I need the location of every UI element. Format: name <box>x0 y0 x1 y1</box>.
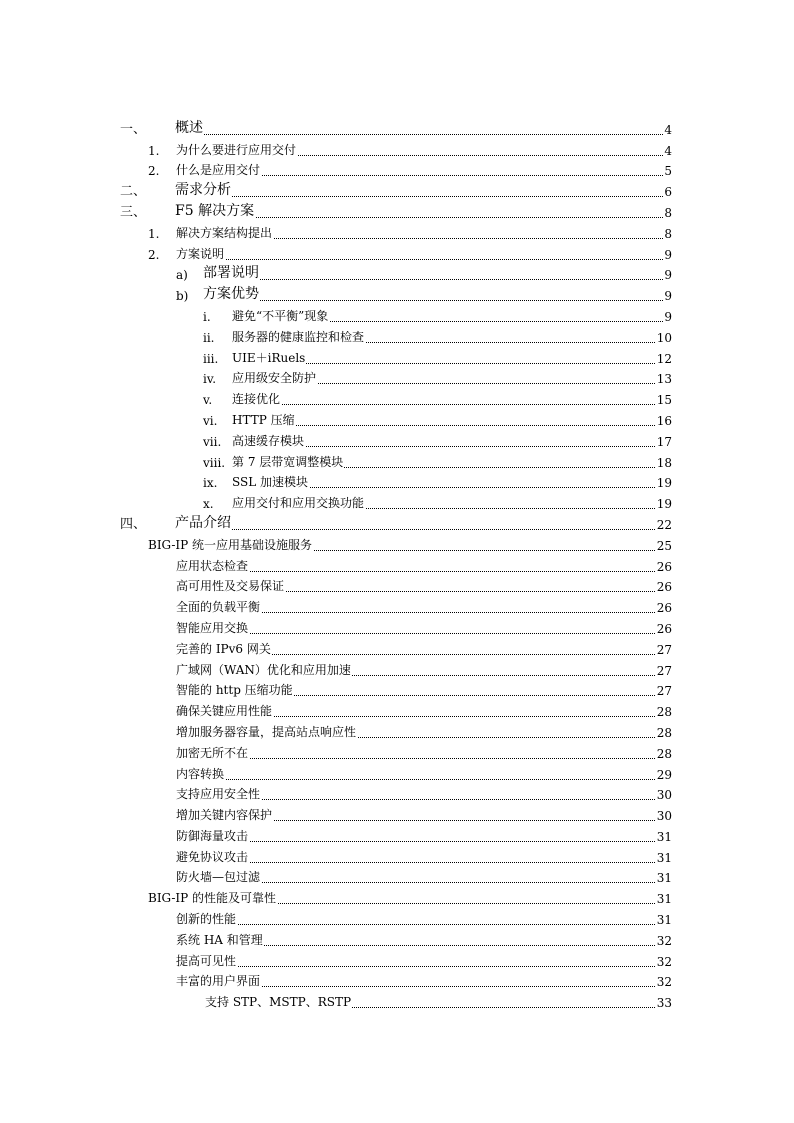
toc-entry-title: UIE＋iRuels <box>232 350 306 365</box>
toc-entry-title: BIG-IP 的性能及可靠性 <box>148 891 277 906</box>
toc-entry-page-number: 8 <box>664 205 672 220</box>
toc-entry-title: 高可用性及交易保证 <box>176 579 285 594</box>
toc-entry-title: 应用级安全防护 <box>232 371 317 386</box>
toc-entry-page-number: 31 <box>656 850 672 865</box>
toc-entry-title: 部署说明 <box>203 262 260 282</box>
toc-entry-number: ix. <box>203 476 218 491</box>
toc-entry-page-number: 33 <box>656 996 672 1011</box>
toc-entry-number: 一、 <box>120 121 147 137</box>
toc-entry-page-number: 4 <box>664 143 672 158</box>
toc-entry[interactable] <box>0 368 794 389</box>
toc-entry[interactable] <box>0 784 794 805</box>
toc-entry-title: BIG-IP 统一应用基础设施服务 <box>148 537 313 552</box>
dot-leader <box>176 862 671 863</box>
toc-entry-title: 什么是应用交付 <box>176 163 261 178</box>
toc-entry-number: iii. <box>203 351 219 366</box>
toc-entry[interactable] <box>0 638 794 659</box>
toc-entry-title: 概述 <box>175 117 204 137</box>
toc-entry-number: a) <box>176 268 188 283</box>
toc-entry-page-number: 5 <box>664 164 672 179</box>
toc-entry-number: iv. <box>203 372 217 387</box>
toc-entry[interactable] <box>0 887 794 908</box>
toc-entry-page-number: 29 <box>656 767 672 782</box>
table-of-contents <box>0 118 794 1012</box>
dot-leader <box>175 134 671 135</box>
toc-entry-title: 内容转换 <box>176 766 225 781</box>
toc-entry-number: 四、 <box>120 516 147 532</box>
toc-entry-page-number: 32 <box>656 954 672 969</box>
toc-entry[interactable] <box>0 492 794 513</box>
toc-entry[interactable] <box>0 659 794 680</box>
toc-entry-title: 应用交付和应用交换功能 <box>232 496 365 511</box>
dot-leader <box>176 924 671 925</box>
toc-entry-number: b) <box>176 289 189 304</box>
toc-entry-title: 增加服务器容量，提高站点响应性 <box>176 724 357 739</box>
toc-entry-page-number: 28 <box>656 725 672 740</box>
toc-entry-title: 广域网（WAN）优化和应用加速 <box>176 662 351 677</box>
toc-entry-title: 连接优化 <box>232 392 281 407</box>
dot-leader <box>176 758 671 759</box>
toc-entry-page-number: 26 <box>656 601 672 616</box>
toc-entry-title: 系统 HA 和管理 <box>176 932 263 947</box>
toc-entry-page-number: 27 <box>656 663 672 678</box>
toc-entry-title: 避免“不平衡”现象 <box>232 308 329 323</box>
dot-leader <box>176 966 671 967</box>
toc-entry[interactable] <box>0 950 794 971</box>
toc-entry-title: 为什么要进行应用交付 <box>176 142 297 157</box>
toc-entry[interactable] <box>0 388 794 409</box>
toc-entry-page-number: 12 <box>656 351 672 366</box>
toc-entry[interactable] <box>0 846 794 867</box>
toc-entry-title: 完善的 IPv6 网关 <box>176 641 271 656</box>
toc-entry-title: 方案优势 <box>203 283 260 303</box>
toc-entry[interactable] <box>0 804 794 825</box>
dot-leader <box>176 841 671 842</box>
toc-entry[interactable] <box>0 160 794 181</box>
toc-entry-title: 支持应用安全性 <box>176 787 261 802</box>
toc-entry[interactable] <box>0 451 794 472</box>
toc-entry-page-number: 26 <box>656 559 672 574</box>
toc-entry[interactable] <box>0 409 794 430</box>
toc-entry-number: ii. <box>203 330 215 345</box>
toc-entry-number: viii. <box>203 455 226 470</box>
toc-entry[interactable] <box>0 929 794 950</box>
toc-entry[interactable] <box>0 680 794 701</box>
toc-entry[interactable] <box>0 825 794 846</box>
toc-entry-title: 加密无所不在 <box>176 745 249 760</box>
dot-leader <box>176 571 671 572</box>
toc-entry-page-number: 31 <box>656 913 672 928</box>
toc-entry[interactable] <box>0 264 794 285</box>
toc-entry-page-number: 22 <box>656 517 672 532</box>
toc-entry[interactable] <box>0 617 794 638</box>
toc-entry[interactable] <box>0 763 794 784</box>
toc-entry-title: 需求分析 <box>175 179 232 199</box>
toc-entry[interactable] <box>0 347 794 368</box>
toc-entry[interactable] <box>0 555 794 576</box>
toc-entry-page-number: 32 <box>656 933 672 948</box>
toc-entry-page-number: 9 <box>664 309 672 324</box>
toc-entry-page-number: 31 <box>656 829 672 844</box>
toc-entry[interactable] <box>0 180 794 201</box>
toc-entry-page-number: 26 <box>656 580 672 595</box>
toc-entry[interactable] <box>0 305 794 326</box>
toc-entry[interactable] <box>0 991 794 1012</box>
toc-entry[interactable] <box>0 742 794 763</box>
toc-entry-title: 方案说明 <box>176 246 225 261</box>
toc-entry-page-number: 9 <box>664 289 672 304</box>
toc-entry[interactable] <box>0 513 794 534</box>
toc-entry-title: 第 7 层带宽调整模块 <box>232 454 344 469</box>
toc-entry-page-number: 26 <box>656 621 672 636</box>
toc-entry-number: vii. <box>203 434 222 449</box>
dot-leader <box>232 425 671 426</box>
toc-entry-title: SSL 加速模块 <box>232 475 309 490</box>
dot-leader <box>203 279 671 280</box>
toc-entry-page-number: 8 <box>664 226 672 241</box>
toc-entry-title: 防御海量攻击 <box>176 828 249 843</box>
toc-entry[interactable] <box>0 867 794 888</box>
toc-entry[interactable] <box>0 721 794 742</box>
toc-entry-page-number: 28 <box>656 746 672 761</box>
toc-entry-page-number: 6 <box>664 185 672 200</box>
toc-entry-page-number: 19 <box>656 497 672 512</box>
toc-entry-page-number: 17 <box>656 434 672 449</box>
toc-entry-page-number: 30 <box>656 809 672 824</box>
toc-entry-page-number: 27 <box>656 684 672 699</box>
toc-entry-number: v. <box>203 393 213 408</box>
toc-entry-page-number: 19 <box>656 476 672 491</box>
toc-entry-title: 避免协议攻击 <box>176 849 249 864</box>
toc-entry-number: i. <box>203 309 211 324</box>
toc-entry-title: 丰富的用户界面 <box>176 974 261 989</box>
toc-entry-title: 智能应用交换 <box>176 620 249 635</box>
dot-leader <box>232 404 671 405</box>
toc-entry-number: 2. <box>148 164 160 179</box>
toc-entry-title: 产品介绍 <box>175 512 232 532</box>
toc-entry-page-number: 31 <box>656 892 672 907</box>
toc-entry-title: 提高可见性 <box>176 953 237 968</box>
dot-leader <box>175 529 671 530</box>
toc-entry-page-number: 25 <box>656 538 672 553</box>
toc-entry-title: 全面的负载平衡 <box>176 600 261 615</box>
toc-entry-number: 2. <box>148 247 160 262</box>
toc-entry[interactable] <box>0 430 794 451</box>
toc-entry[interactable] <box>0 243 794 264</box>
toc-entry[interactable] <box>0 596 794 617</box>
toc-entry-page-number: 10 <box>656 330 672 345</box>
toc-entry-title: 服务器的健康监控和检查 <box>232 329 365 344</box>
toc-entry-page-number: 31 <box>656 871 672 886</box>
toc-entry-page-number: 15 <box>656 393 672 408</box>
toc-entry-title: HTTP 压缩 <box>232 412 295 427</box>
toc-entry-page-number: 4 <box>664 122 672 137</box>
toc-entry-page-number: 9 <box>664 247 672 262</box>
toc-entry-title: 创新的性能 <box>176 912 237 927</box>
toc-entry-number: 1. <box>148 226 160 241</box>
toc-entry-title: 确保关键应用性能 <box>176 704 273 719</box>
toc-entry-page-number: 32 <box>656 975 672 990</box>
toc-entry-number: vi. <box>203 413 218 428</box>
toc-entry-number: x. <box>203 497 214 512</box>
toc-entry-title: F5 解决方案 <box>175 200 255 220</box>
toc-entry-number: 二、 <box>120 184 147 200</box>
toc-entry-title: 增加关键内容保护 <box>176 808 273 823</box>
toc-entry[interactable] <box>0 534 794 555</box>
toc-entry-title: 支持 STP、MSTP、RSTP <box>205 995 352 1010</box>
toc-entry[interactable] <box>0 576 794 597</box>
toc-entry-title: 解决方案结构提出 <box>176 225 273 240</box>
dot-leader <box>175 196 671 197</box>
toc-entry-page-number: 18 <box>656 455 672 470</box>
toc-entry-page-number: 9 <box>664 268 672 283</box>
toc-entry[interactable] <box>0 971 794 992</box>
toc-entry-number: 三、 <box>120 204 147 220</box>
toc-entry-page-number: 27 <box>656 642 672 657</box>
toc-entry[interactable] <box>0 139 794 160</box>
toc-entry-title: 应用状态检查 <box>176 558 249 573</box>
toc-entry-page-number: 28 <box>656 705 672 720</box>
toc-entry-page-number: 30 <box>656 788 672 803</box>
toc-entry-page-number: 16 <box>656 413 672 428</box>
dot-leader <box>176 259 671 260</box>
toc-entry[interactable] <box>0 472 794 493</box>
toc-entry-number: 1. <box>148 143 160 158</box>
toc-entry[interactable] <box>0 222 794 243</box>
dot-leader <box>176 633 671 634</box>
toc-entry[interactable] <box>0 118 794 139</box>
toc-entry[interactable] <box>0 700 794 721</box>
toc-entry[interactable] <box>0 326 794 347</box>
toc-entry[interactable] <box>0 201 794 222</box>
toc-entry-title: 防火墙—包过滤 <box>176 870 261 885</box>
toc-entry-title: 高速缓存模块 <box>232 433 305 448</box>
dot-leader <box>176 779 671 780</box>
toc-entry[interactable] <box>0 908 794 929</box>
dot-leader <box>203 300 671 301</box>
toc-entry-page-number: 13 <box>656 372 672 387</box>
toc-entry-title: 智能的 http 压缩功能 <box>176 683 293 698</box>
toc-entry[interactable] <box>0 284 794 305</box>
